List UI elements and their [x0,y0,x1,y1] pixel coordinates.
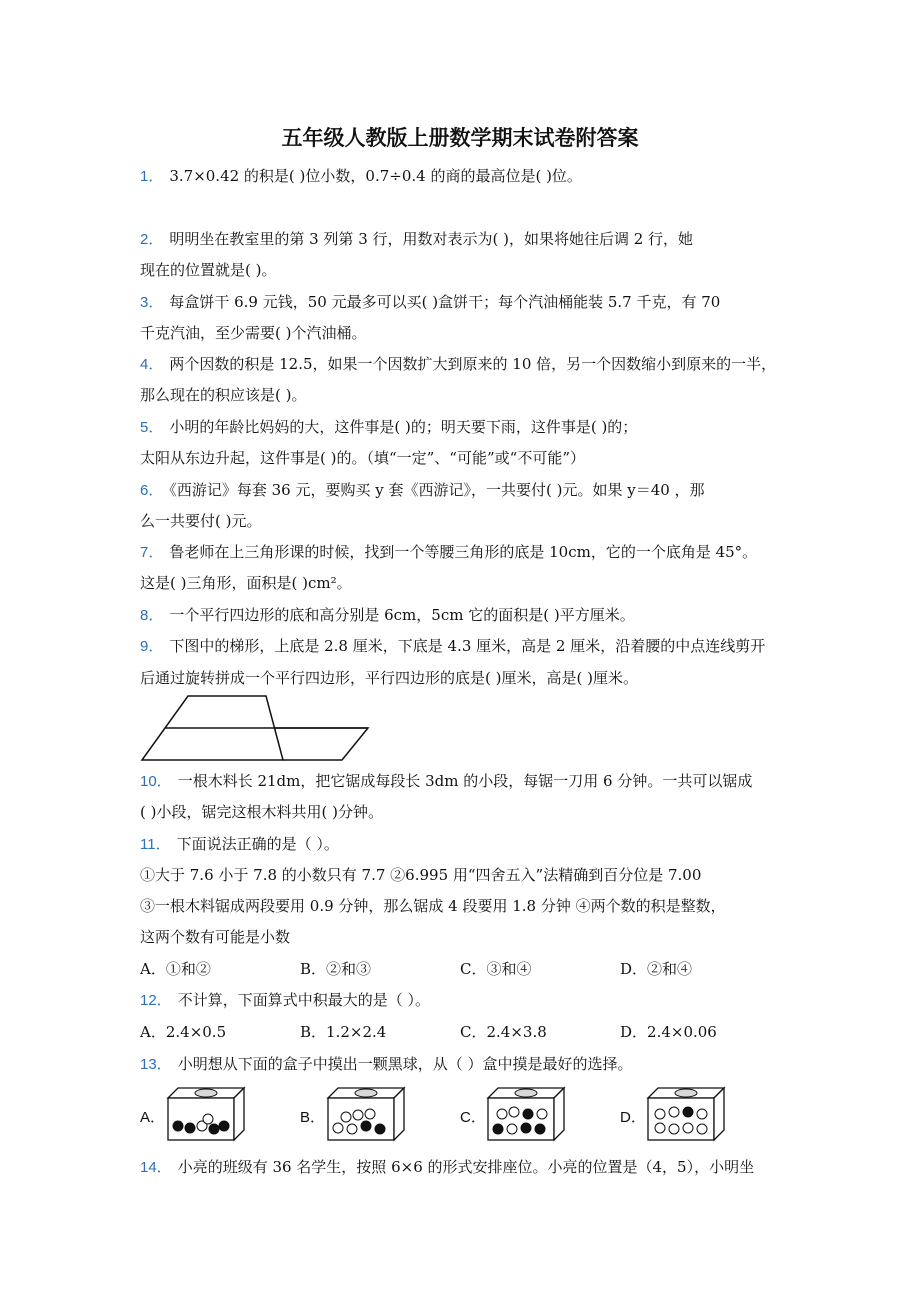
question-text: 下面说法正确的是（ ）。 [176,835,339,853]
question-number: 3． [140,294,164,311]
question-number: 2． [140,231,164,248]
question-2-line-2: 现在的位置就是( )。 [140,261,277,279]
question-number: 14． [140,1159,172,1176]
question-5-line-1 [140,417,790,438]
question-number: 4． [140,356,164,373]
question-11-statement-3-cont: 这两个数有可能是小数 [140,928,291,946]
question-2-line-1 [140,229,790,250]
ball-box-b[interactable] [324,1084,406,1144]
question-number: 12． [140,992,172,1009]
question-4-line-2: 那么现在的积应该是( )。 [140,386,307,404]
question-12-line-1 [140,990,790,1011]
question-11-statement-1: ①大于 7.6 小于 7.8 的小数只有 7.7 ②6.995 用“四舍五入”法精确到百分位是 7.00 [140,866,702,884]
question-text: 3.7×0.42 的积是( )位小数，0.7÷0.4 的商的最高位是( )位。 [169,167,582,185]
question-7-line-2: 这是( )三角形，面积是( )cm²。 [140,574,352,592]
question-text: 小亮的班级有 36 名学生，按照 6×6 的形式安排座位。小亮的位置是（4，5），小明坐 [177,1158,755,1176]
question-14-line-1 [140,1157,790,1178]
question-8-line-1 [140,605,790,626]
trapezoid-diagram [138,692,374,764]
question-text: 《西游记》每套 36 元，要购买 y 套《西游记》，一共要付( )元。如果 y＝40 ，那 [169,481,705,499]
question-number: 8． [140,607,164,624]
question-text: 小明的年龄比妈妈的大，这件事是( )的；明天要下雨，这件事是( )的； [169,418,638,436]
question-number: 6． [140,482,164,499]
question-11-line-1 [140,834,790,855]
question-4-line-1 [140,354,790,375]
question-text: 下图中的梯形，上底是 2.8 厘米，下底是 4.3 厘米，高是 2 厘米，沿着腰的中点连线剪开 [169,637,766,655]
question-number: 5． [140,419,164,436]
question-6-line-1 [140,480,790,501]
question-text: 一个平行四边形的底和高分别是 6cm，5cm 它的面积是( )平方厘米。 [169,606,635,624]
question-3-line-1 [140,292,790,313]
q11-option-b[interactable]: B．②和③ [300,960,372,978]
question-text: 鲁老师在上三角形课的时候，找到一个等腰三角形的底是 10cm，它的一个底角是 45°。 [169,543,758,561]
question-text: 一根木料长 21dm，把它锯成每段长 3dm 的小段，每锯一刀用 6 分钟。一共可以锯成 [177,772,753,790]
q13-option-c-label[interactable]: C． [460,1109,486,1126]
q12-option-a[interactable]: A．2.4×0.5 [140,1023,227,1041]
q13-option-d-label[interactable]: D． [620,1109,646,1126]
question-7-line-1 [140,542,790,563]
q12-option-d[interactable]: D．2.4×0.06 [620,1023,717,1041]
question-10-line-2: ( )小段，锯完这根木料共用( )分钟。 [140,803,383,821]
q11-option-a[interactable]: A．①和② [140,960,211,978]
question-3-line-2: 千克汽油，至少需要( )个汽油桶。 [140,324,367,342]
page-title: 五年级人教版上册数学期末试卷附答案 [281,125,639,150]
question-10-line-1 [140,771,790,792]
q11-option-d[interactable]: D．②和④ [620,960,693,978]
ball-box-d[interactable] [644,1084,726,1144]
question-number: 7． [140,544,164,561]
question-13-line-1 [140,1054,790,1075]
question-number: 9． [140,638,164,655]
question-9-line-2: 后通过旋转拼成一个平行四边形，平行四边形的底是( )厘米，高是( )厘米。 [140,669,638,687]
question-11-statement-3: ③一根木料锯成两段要用 0.9 分钟，那么锯成 4 段要用 1.8 分钟 ④两个数的积是整数， [140,897,726,915]
question-5-line-2: 太阳从东边升起，这件事是( )的。（填“一定”、“可能”或“不可能”） [140,449,585,467]
question-number: 11． [140,836,171,853]
q11-option-c[interactable]: C．③和④ [460,960,532,978]
ball-box-a[interactable] [164,1084,246,1144]
q12-option-b[interactable]: B．1.2×2.4 [300,1023,387,1041]
rotated-piece [275,728,368,760]
question-number: 1． [140,168,164,185]
q13-option-a-label[interactable]: A． [140,1109,166,1126]
question-text: 明明坐在教室里的第 3 列第 3 行，用数对表示为( )，如果将她往后调 2 行，她 [169,230,694,248]
question-text: 每盒饼干 6.9 元钱，50 元最多可以买( )盒饼干；每个汽油桶能装 5.7 千克，有 70 [169,293,721,311]
ball-box-c[interactable] [484,1084,566,1144]
question-text: 两个因数的积是 12.5，如果一个因数扩大到原来的 10 倍，另一个因数缩小到原来的一半， [169,355,777,373]
q13-option-b-label[interactable]: B． [300,1109,326,1126]
q12-option-c[interactable]: C．2.4×3.8 [460,1023,547,1041]
question-6-line-2: 么一共要付( )元。 [140,512,262,530]
question-9-line-1 [140,636,790,657]
question-text: 小明想从下面的盒子中摸出一颗黑球，从（ ）盒中摸是最好的选择。 [177,1055,633,1073]
question-1-line-1 [140,166,790,187]
question-text: 不计算，下面算式中积最大的是（ ）。 [177,991,430,1009]
question-number: 13． [140,1056,172,1073]
question-number: 10． [140,773,172,790]
